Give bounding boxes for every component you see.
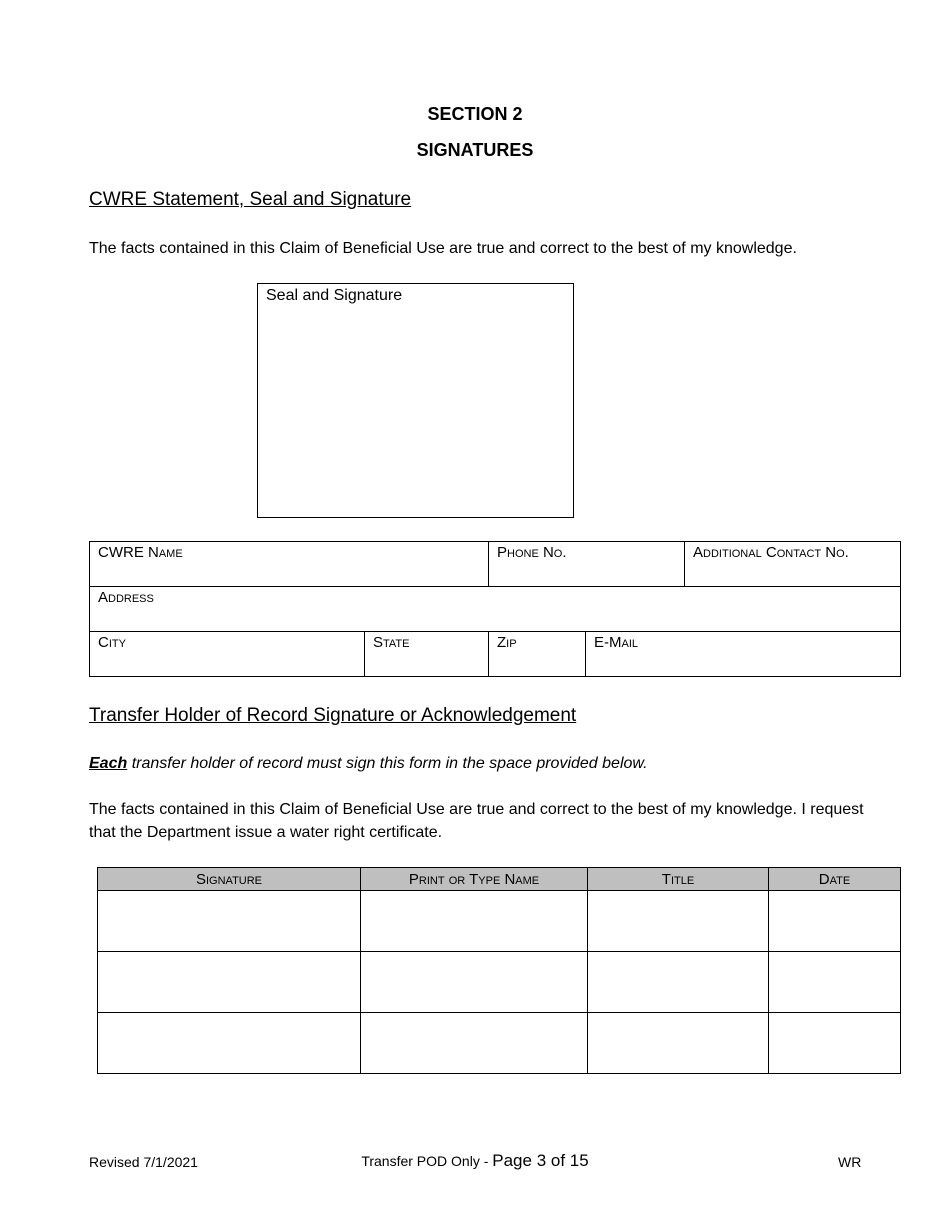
column-header: Signature — [98, 868, 361, 891]
table-row — [98, 952, 901, 1013]
additional-contact-label: Additional Contact No. — [693, 544, 849, 561]
additional-contact-field[interactable] — [685, 542, 901, 587]
title-cell[interactable] — [588, 891, 769, 952]
seal-signature-label: Seal and Signature — [266, 287, 403, 304]
transfer-statement: The facts contained in this Claim of Beneficial Use are true and correct to the best of my knowledge. I request that the Department issue a water right certificate. — [89, 801, 864, 841]
date-cell[interactable] — [769, 891, 901, 952]
table-row — [98, 891, 901, 952]
section-number: SECTION 2 — [427, 104, 523, 124]
state-field[interactable] — [365, 632, 489, 677]
zip-label: Zip — [497, 634, 517, 651]
date-cell[interactable] — [769, 1013, 901, 1074]
signature-cell[interactable] — [98, 952, 361, 1013]
name-cell[interactable] — [361, 1013, 588, 1074]
footer-page-number: Page 3 of 15 — [492, 1151, 589, 1170]
page-title: SIGNATURES — [416, 140, 534, 160]
column-header: Print or Type Name — [361, 868, 588, 891]
instruction-rest: transfer holder of record must sign this form in the space provided below. — [127, 755, 648, 772]
column-header: Date — [769, 868, 901, 891]
name-cell[interactable] — [361, 952, 588, 1013]
city-field[interactable] — [90, 632, 365, 677]
transfer-instruction — [89, 752, 909, 775]
phone-label: Phone No. — [497, 544, 567, 561]
cwre-heading: CWRE Statement, Seal and Signature — [89, 189, 412, 210]
seal-signature-box[interactable] — [257, 283, 574, 518]
footer-page-info — [0, 1151, 950, 1171]
signature-cell[interactable] — [98, 891, 361, 952]
signature-table-header — [98, 868, 901, 891]
date-cell[interactable] — [769, 952, 901, 1013]
email-field[interactable] — [586, 632, 901, 677]
zip-field[interactable] — [489, 632, 586, 677]
email-label: E-Mail — [594, 634, 639, 651]
cwre-name-label: CWRE Name — [98, 544, 183, 561]
signature-cell[interactable] — [98, 1013, 361, 1074]
title-cell[interactable] — [588, 1013, 769, 1074]
column-header: Title — [588, 868, 769, 891]
transfer-heading: Transfer Holder of Record Signature or Acknowledgement — [89, 705, 577, 726]
footer-revised: Revised 7/1/2021 — [89, 1154, 198, 1170]
instruction-emphasis: Each — [89, 755, 128, 772]
cwre-name-field[interactable] — [90, 542, 489, 587]
cwre-statement: The facts contained in this Claim of Beneficial Use are true and correct to the best of my knowledge. — [89, 240, 797, 257]
city-label: City — [98, 634, 126, 651]
table-row — [98, 1013, 901, 1074]
title-cell[interactable] — [588, 952, 769, 1013]
address-field[interactable] — [90, 587, 901, 632]
phone-field[interactable] — [489, 542, 685, 587]
name-cell[interactable] — [361, 891, 588, 952]
signature-table — [97, 867, 901, 1074]
state-label: State — [373, 634, 410, 651]
cwre-contact-table — [89, 541, 901, 677]
footer-form-name: Transfer POD Only - — [361, 1153, 493, 1169]
address-label: Address — [98, 589, 154, 606]
footer-code: WR — [838, 1154, 862, 1170]
